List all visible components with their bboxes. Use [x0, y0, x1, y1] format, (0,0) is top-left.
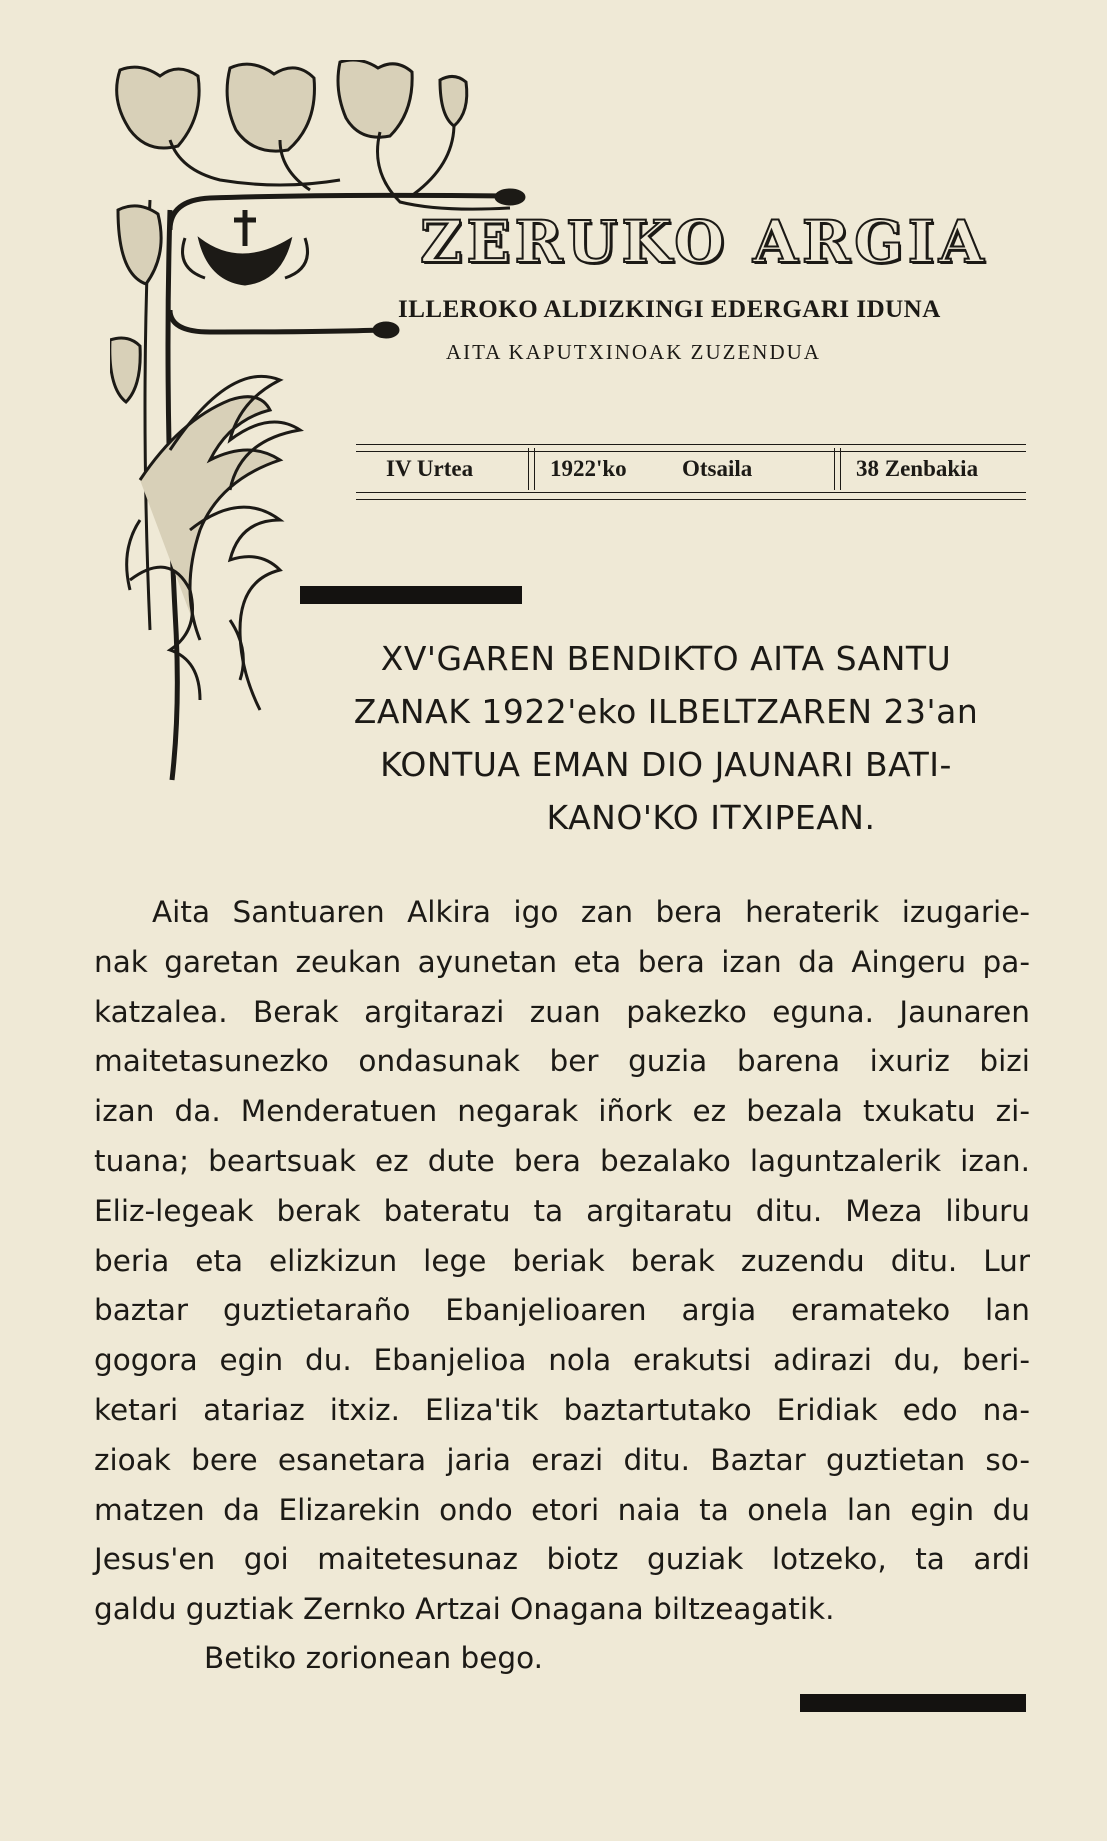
headline-rule-bar — [300, 586, 522, 604]
headline-line: XV'GAREN BENDIKTO AITA SANTU — [380, 639, 952, 678]
article-closing: Betiko zorionean bego. — [204, 1641, 544, 1675]
issue-number: 38 Zenbakia — [856, 456, 979, 481]
headline-line: KANO'KO ITXIPEAN. — [546, 798, 876, 837]
body-line: galdu guztiak Zernko Artzai Onagana biltzeagatik. — [94, 1592, 835, 1627]
issue-month: Otsaila — [682, 456, 753, 481]
issue-date: 1922'ko — [550, 456, 627, 481]
article-headline — [296, 632, 1036, 844]
issue-divider — [528, 448, 535, 490]
article-body — [94, 888, 1030, 1635]
body-line: nak garetan zeukan ayunetan eta bera izan da Aingeru pa- — [94, 944, 1030, 979]
body-line: gogora egin du. Ebanjelioa nola erakutsi adirazi du, beri- — [94, 1343, 1030, 1378]
body-line: beria eta elizkizun lege beriak berak zuzendu ditu. Lur — [94, 1243, 1030, 1278]
body-line: Eliz-legeak berak bateratu ta argitaratu ditu. Meza liburu — [94, 1193, 1030, 1228]
headline-line: ZANAK 1922'eko ILBELTZAREN 23'an — [353, 692, 979, 731]
issue-rule-bottom-2 — [356, 499, 1026, 500]
issue-rule-bottom — [356, 492, 1026, 493]
issue-divider — [834, 448, 841, 490]
body-line: baztar guztietaraño Ebanjelioaren argia eramateko lan — [94, 1293, 1030, 1328]
body-line: katzalea. Berak argitarazi zuan pakezko eguna. Jaunaren — [94, 994, 1030, 1029]
magazine-editor-line: AITA KAPUTXINOAK ZUZENDUA — [446, 340, 821, 364]
issue-info-row — [356, 448, 1026, 490]
body-line: tuana; beartsuak ez dute bera bezalako laguntzalerik izan. — [94, 1143, 1030, 1178]
headline-line: KONTUA EMAN DIO JAUNARI BATI- — [380, 745, 952, 784]
issue-year: IV Urtea — [386, 456, 474, 481]
magazine-subtitle: ILLEROKO ALDIZKINGI EDERGARI IDUNA — [398, 296, 941, 323]
body-line: izan da. Menderatuen negarak iñork ez bezala txukatu zi- — [94, 1094, 1030, 1129]
body-line: matzen da Elizarekin ondo etori naia ta onela lan egin du — [94, 1492, 1030, 1527]
body-line: Jesus'en goi maitetesunaz biotz guziak lotzeko, ta ardi — [94, 1542, 1030, 1577]
body-line: ketari atariaz itxiz. Eliza'tik baztartutako Eridiak edo na- — [94, 1392, 1030, 1427]
body-line: zioak bere esanetara jaria erazi ditu. Baztar guztietan so- — [94, 1442, 1030, 1477]
issue-rule-top — [356, 444, 1026, 445]
body-line: maitetasunezko ondasunak ber guzia barena ixuriz bizi — [94, 1044, 1030, 1079]
body-line: Aita Santuaren Alkira igo zan bera heraterik izugarie- — [152, 895, 1030, 929]
magazine-title: ZERUKO ARGIA — [420, 208, 988, 276]
end-rule-bar — [800, 1694, 1026, 1712]
